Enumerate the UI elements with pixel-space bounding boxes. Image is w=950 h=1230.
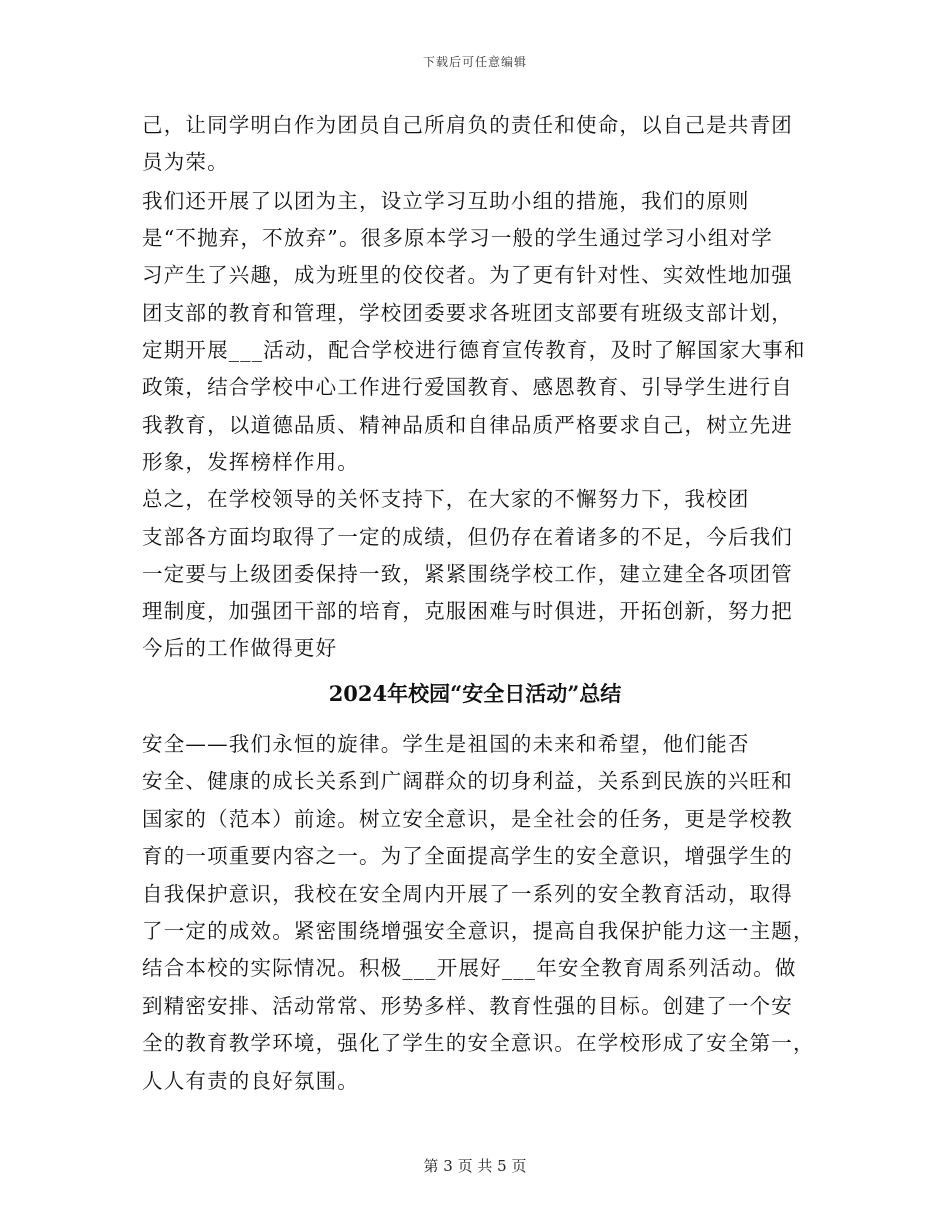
paragraph-line: 员为荣。 (142, 150, 229, 174)
paragraph-line: 形象，发挥榜样作用。 (142, 450, 359, 474)
page-number: 第 3 页 共 5 页 (423, 1157, 527, 1175)
paragraph-line: 理制度，加强团干部的培育，克服困难与时俱进，开拓创新，努力把 (142, 599, 793, 623)
paragraph-line: 人人有责的良好氛围。 (142, 1069, 359, 1093)
paragraph-line: 团支部的教育和管理，学校团委要求各班团支部要有班级支部计划， (142, 301, 793, 325)
paragraph-line: 己，让同学明白作为团员自己所肩负的责任和使命，以自己是共青团 (142, 113, 793, 137)
paragraph-line: 到精密安排、活动常常、形势多样、教育性强的目标。创建了一个安 (142, 994, 793, 1018)
paragraph-line: 政策，结合学校中心工作进行爱国教育、感恩教育、引导学生进行自 (142, 375, 793, 399)
paragraph-line: 一定要与上级团委保持一致，紧紧围绕学校工作，建立建全各项团管 (142, 562, 793, 586)
paragraph-line: 今后的工作做得更好 (142, 636, 338, 660)
paragraph-line: 全的教育教学环境，强化了学生的安全意识。在学校形成了安全第一， (142, 1031, 815, 1055)
paragraph-line: 结合本校的实际情况。积极___开展好___年安全教育周系列活动。做 (142, 956, 797, 980)
paragraph-line: 安全、健康的成长关系到广阔群众的切身利益，关系到民族的兴旺和 (142, 769, 793, 793)
paragraph-line: 安全——我们永恒的旋律。学生是祖国的未来和希望，他们能否 (142, 732, 750, 756)
paragraph-line: 定期开展___活动，配合学校进行德育宣传教育，及时了解国家大事和 (142, 338, 806, 362)
paragraph-line: 习产生了兴趣，成为班里的佼佼者。为了更有针对性、实效性地加强 (142, 263, 793, 287)
paragraph-line: 总之，在学校领导的关怀支持下，在大家的不懈努力下，我校团 (142, 487, 750, 511)
paragraph-line: 支部各方面均取得了一定的成绩，但仍存在着诸多的不足，今后我们 (142, 525, 793, 549)
page-header: 下载后可任意编辑 (422, 55, 527, 69)
paragraph-line: 自我保护意识，我校在安全周内开展了一系列的安全教育活动，取得 (142, 882, 793, 906)
paragraph-line: 我们还开展了以团为主，设立学习互助小组的措施，我们的原则 (142, 189, 750, 213)
paragraph-line: 是“不抛弃，不放弃”。很多原本学习一般的学生通过学习小组对学 (142, 226, 773, 250)
paragraph-line: 我教育，以道德品质、精神品质和自律品质严格要求自己，树立先进 (142, 413, 793, 437)
paragraph-line: 育的一项重要内容之一。为了全面提高学生的安全意识，增强学生的 (142, 844, 793, 868)
paragraph-line: 了一定的成效。紧密围绕增强安全意识，提高自我保护能力这一主题， (142, 919, 815, 943)
paragraph-line: 国家的（范本）前途。树立安全意识，是全社会的任务，更是学校教 (142, 807, 793, 831)
section-title: 2024年校园“安全日活动”总结 (328, 681, 622, 706)
